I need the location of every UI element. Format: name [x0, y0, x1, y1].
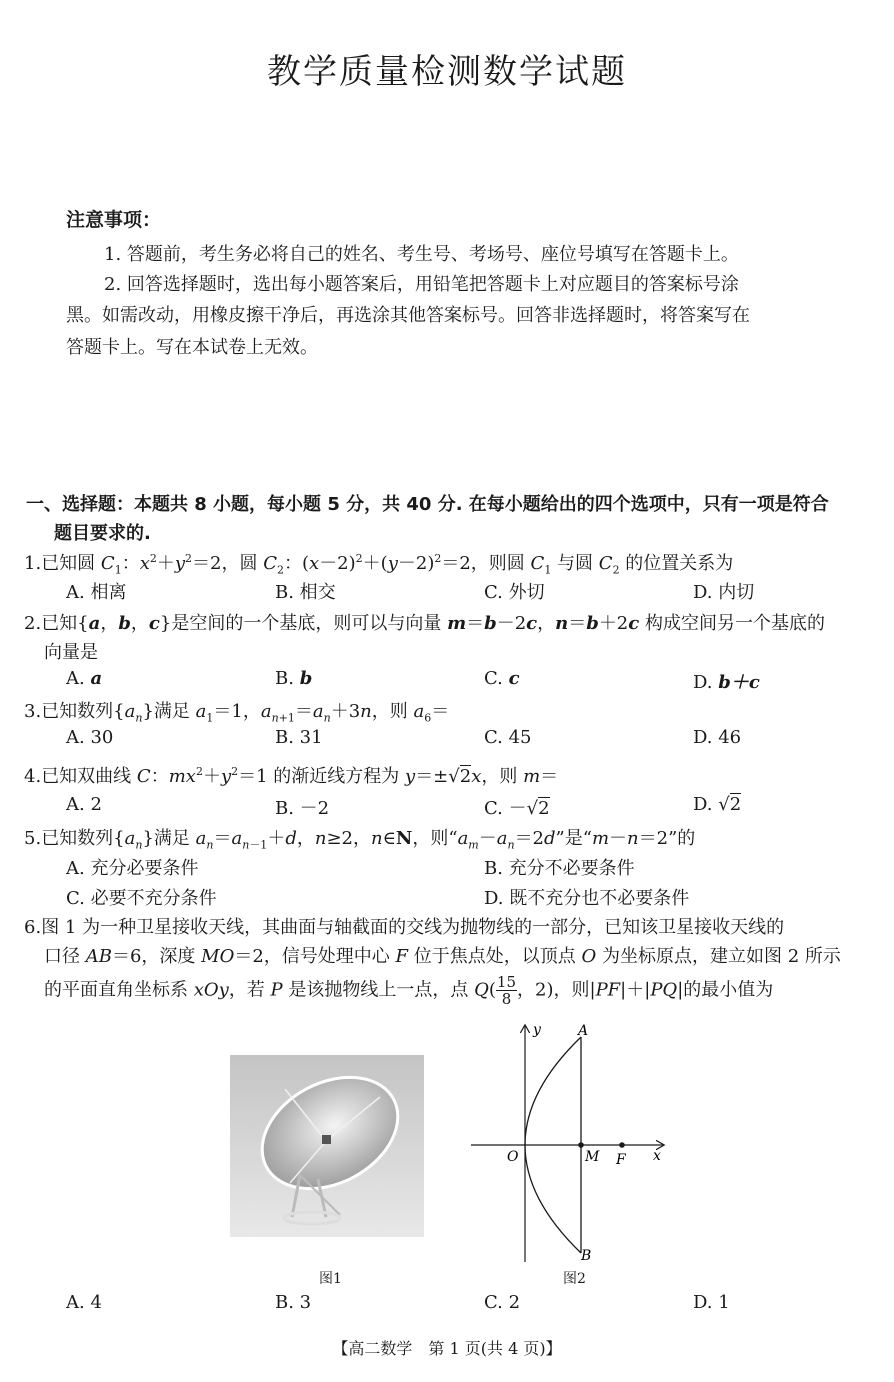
q3-option-a: A. 30 — [66, 727, 114, 748]
y-axis-label: y — [533, 1022, 541, 1038]
q1-option-a: A. 相离 — [66, 582, 127, 603]
page-title: 教学质量检测数学试题 — [267, 52, 627, 92]
q1-option-b: B. 相交 — [275, 582, 336, 603]
label-b: B — [581, 1248, 592, 1264]
figure-2-caption: 图2 — [563, 1271, 586, 1287]
label-m: M — [585, 1149, 600, 1165]
q2-option-a: A. a — [66, 668, 103, 689]
q2-option-d: D. b＋c — [693, 672, 760, 693]
figure-1-caption: 图1 — [319, 1271, 342, 1287]
question-6: 6.图 1 为一种卫星接收天线，其曲面与轴截面的交线为抛物线的一部分，已知该卫星接收天线的 — [24, 917, 785, 938]
question-number: 1. — [24, 553, 42, 574]
q5-option-a: A. 充分必要条件 — [66, 858, 199, 879]
q4-option-a: A. 2 — [66, 794, 102, 815]
question-4: 4.已知双曲线 C：$mx^2+y^2=1$ 的渐近线方程为 y＝±√2x，则 m＝ — [24, 765, 559, 787]
question-number: 6. — [24, 917, 42, 938]
x-axis-label: x — [653, 1148, 661, 1164]
q6-option-a: A. 4 — [66, 1292, 102, 1313]
q6-option-d: D. 1 — [693, 1292, 730, 1313]
q4-option-c: C. －√2 — [484, 798, 550, 819]
q2-option-b: B. b — [275, 668, 313, 689]
question-number: 2. — [24, 613, 42, 634]
question-2-cont: 向量是 — [44, 642, 98, 663]
question-3: 3.已知数列$\{a_n\}$满足 $a_1=1$，$a_{n+1}=a_n+3n$，则 $a_6=$ — [24, 701, 450, 725]
label-f: F — [616, 1152, 626, 1168]
q5-option-c: C. 必要不充分条件 — [66, 888, 217, 909]
q5-option-b: B. 充分不必要条件 — [484, 858, 635, 879]
notice-heading: 注意事项： — [66, 209, 162, 231]
notice-item-2-line-3: 答题卡上。写在本试卷上无效。 — [66, 337, 318, 358]
question-number: 3. — [24, 701, 42, 722]
label-a: A — [578, 1023, 589, 1039]
q3-option-b: B. 31 — [275, 727, 323, 748]
question-1: 1.已知圆 $C_1$：$x^2+y^2=2$，圆 $C_2$：$(x-2)^2+(y-2)^2=2$，则圆 $C_1$ 与圆 $C_2$ 的位置关系为 — [24, 552, 734, 577]
notice-item-2-line-1: 2. 回答选择题时，选出每小题答案后，用铅笔把答题卡上对应题目的答案标号涂 — [104, 274, 739, 295]
section-heading: 一、选择题：本题共 8 小题，每小题 5 分，共 40 分. 在每小题给出的四个选项中，只有一项是符合 — [26, 494, 829, 515]
notice-item-2-line-2: 黑。如需改动，用橡皮擦干净后，再选涂其他答案标号。回答非选择题时，将答案写在 — [66, 305, 750, 326]
q3-option-d: D. 46 — [693, 727, 742, 748]
question-number: 5. — [24, 828, 42, 849]
point-f — [619, 1142, 625, 1148]
question-2: 2.已知{a，b，c}是空间的一个基底，则可以与向量 m＝b－2c，n＝b＋2c 构成空间另一个基底的 — [24, 613, 825, 634]
section-heading-cont: 题目要求的. — [54, 523, 151, 544]
point-m — [578, 1142, 584, 1148]
q2-option-c: C. c — [484, 668, 520, 689]
q1-option-d: D. 内切 — [693, 582, 755, 603]
q6-option-c: C. 2 — [484, 1292, 521, 1313]
q4-option-d: D. √2 — [693, 794, 742, 815]
question-5: 5.已知数列$\{a_n\}$满足 $a_n=a_{n-1}+d$，n≥2，n∈N，则“$a_m-a_n=2d$”是“m－n＝2”的 — [24, 828, 696, 852]
figure-1-dish-image — [230, 1055, 424, 1237]
q1-option-c: C. 外切 — [484, 582, 545, 603]
q4-option-b: B. －2 — [275, 798, 330, 819]
question-6-line-3: 的平面直角坐标系 xOy，若 P 是该抛物线上一点，点 Q( $\frac{15}{8}$ ，2)，则|PF|＋|PQ|的最小值为 — [44, 973, 774, 1008]
figure-2-parabola-diagram — [465, 1020, 675, 1270]
page-footer: 【高二数学 第 1 页(共 4 页)】 — [332, 1339, 562, 1358]
question-number: 4. — [24, 766, 42, 787]
question-6-line-2: 口径 AB＝6，深度 MO＝2，信号处理中心 F 位于焦点处，以顶点 O 为坐标原点，建立如图 2 所示 — [44, 946, 841, 967]
label-o: O — [507, 1149, 519, 1165]
notice-item-1: 1. 答题前，考生务必将自己的姓名、考生号、考场号、座位号填写在答题卡上。 — [104, 244, 739, 265]
q5-option-d: D. 既不充分也不必要条件 — [484, 888, 690, 909]
q6-option-b: B. 3 — [275, 1292, 312, 1313]
q3-option-c: C. 45 — [484, 727, 532, 748]
